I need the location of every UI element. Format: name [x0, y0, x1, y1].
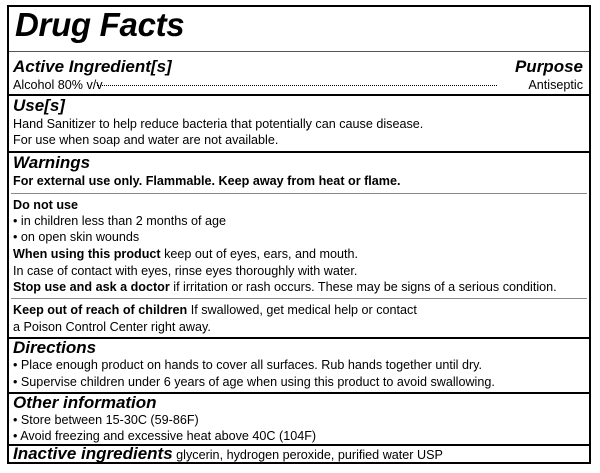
do-not-use-heading: Do not use	[13, 198, 79, 212]
warnings-external: For external use only. Flammable. Keep away from heat or flame.	[13, 174, 401, 188]
keep-out-line	[13, 303, 589, 318]
active-ingredient-value: Alcohol 80% v/v	[13, 78, 103, 92]
other-info-item: • Avoid freezing and excessive heat above 40C (104F)	[13, 429, 317, 443]
stop-use-bold: Stop use and ask a doctor	[13, 280, 170, 294]
label-title: Drug Facts	[15, 6, 185, 43]
active-ingredient-header: Active Ingredient[s]	[13, 57, 172, 76]
stop-use-line	[13, 280, 589, 295]
other-info-item: • Store between 15-30C (59-86F)	[13, 413, 199, 427]
purpose-header: Purpose	[514, 57, 583, 76]
when-using-text: keep out of eyes, ears, and mouth.	[160, 247, 359, 261]
do-not-use-item: • in children less than 2 months of age	[13, 214, 227, 228]
directions-header: Directions	[13, 338, 97, 357]
divider	[9, 51, 589, 52]
keep-out-line-2: a Poison Control Center right away.	[13, 320, 211, 334]
drug-facts-label	[7, 5, 591, 464]
inactive-text: glycerin, hydrogen peroxide, purified water USP	[172, 448, 443, 462]
directions-item: • Supervise children under 6 years of age when using this product to avoid swallowing.	[13, 375, 495, 389]
uses-line: For use when soap and water are not available.	[13, 133, 279, 147]
keep-out-bold: Keep out of reach of children	[13, 303, 188, 317]
divider	[11, 298, 587, 299]
divider	[11, 193, 587, 194]
leader-dots	[97, 85, 497, 86]
directions-item: • Place enough product on hands to cover all surfaces. Rub hands together until dry.	[13, 358, 483, 372]
when-using-bold: When using this product	[13, 247, 161, 261]
stop-use-text: if irritation or rash occurs. These may be signs of a serious condition.	[169, 280, 557, 294]
when-using-line	[13, 247, 589, 262]
uses-header: Use[s]	[13, 96, 65, 115]
other-info-header: Other information	[13, 393, 157, 412]
do-not-use-item: • on open skin wounds	[13, 230, 140, 244]
contact-line: In case of contact with eyes, rinse eyes thoroughly with water.	[13, 264, 358, 278]
inactive-line	[13, 444, 589, 464]
keep-out-text: If swallowed, get medical help or contact	[187, 303, 417, 317]
warnings-header: Warnings	[13, 153, 91, 172]
purpose-value: Antiseptic	[528, 78, 583, 92]
inactive-header: Inactive ingredients	[13, 444, 173, 463]
uses-line: Hand Sanitizer to help reduce bacteria that potentially can cause disease.	[13, 117, 424, 131]
